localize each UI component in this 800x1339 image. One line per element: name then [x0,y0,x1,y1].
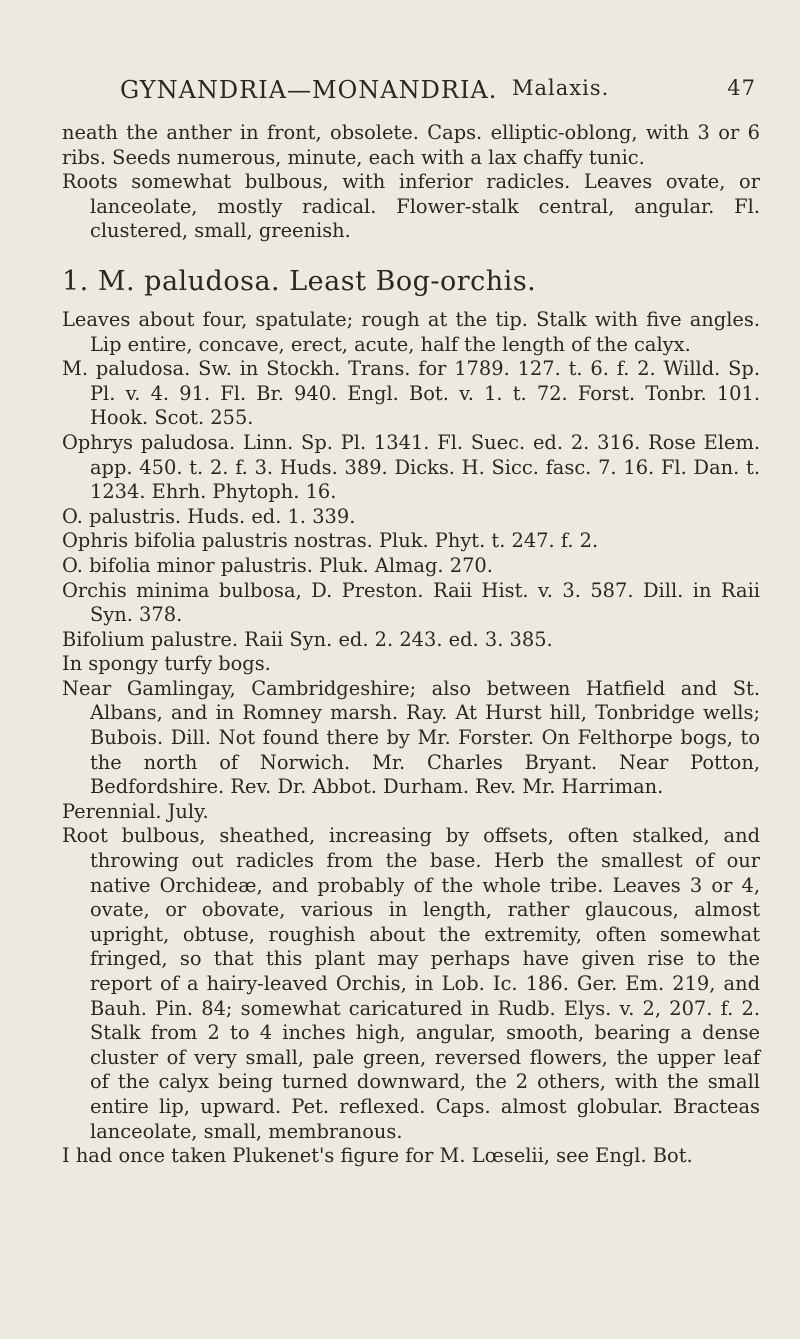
page-number: 47 [727,76,756,100]
synonym-2: Ophrys paludosa. Linn. Sp. Pl. 1341. Fl. Suec. ed. 2. 316. Rose Elem. app. 450. t. 2. f. 3. Huds. 389. Dicks. H. Sicc. fasc. 7. 16. Fl. Dan. t. 1234. Ehrh. Phytoph. 16. [62,430,760,504]
synonym-6: Orchis minima bulbosa, D. Preston. Raii Hist. v. 3. 587. Dill. in Raii Syn. 378. [62,578,760,627]
specific-character: Leaves about four, spatulate; rough at the tip. Stalk with five angles. Lip entire, concave, erect, acute, half the length of the calyx. [62,307,760,356]
duration: Perennial. July. [62,799,209,823]
synonym-3: O. palustris. Huds. ed. 1. 339. [62,504,356,528]
page-body [62,121,760,1169]
habitat: In spongy turfy bogs. [62,652,271,676]
running-title: GYNANDRIA—MONANDRIA. [120,76,498,104]
synonym-5: O. bifolia minor palustris. Pluk. Almag. 270. [62,553,493,577]
plant-description: Root bulbous, sheathed, increasing by offsets, often stalked, and throwing out radicles from the base. Herb the smallest of our native Orchideæ, and probably of the whole tribe. Leaves 3 or 4, ovate, or obovate, various in length, rather glaucous, almost upright, obtuse, roughish about the extremity, often somewhat fringed, so that this plant may perhaps have given rise to the report of a hairy-leaved Orchis, in Lob. Ic. 186. Ger. Em. 219, and Bauh. Pin. 84; somewhat caricatured in Rudb. Elys. v. 2, 207. f. 2. Stalk from 2 to 4 inches high, angular, smooth, bearing a dense cluster of very small, pale green, reversed flowers, the upper leaf of the calyx being turned downward, the 2 others, with the small entire lip, upward. Pet. reflexed. Caps. almost globular. Bracteas lanceolate, small, membranous. [62,824,760,1143]
running-header [120,76,756,106]
closing-note: I had once taken Plukenet's figure for M. Lœselii, see Engl. Bot. [62,1144,693,1168]
species-heading: 1. M. paludosa. Least Bog-orchis. [62,265,537,297]
synonym-1: M. paludosa. Sw. in Stockh. Trans. for 1789. 127. t. 6. f. 2. Willd. Sp. Pl. v. 4. 91. Fl. Br. 940. Engl. Bot. v. 1. t. 72. Forst. Tonbr. 101. Hook. Scot. 255. [62,357,760,430]
genus-description-continued: neath the anther in front, obsolete. Caps. elliptic-oblong, with 3 or 6 ribs. Seeds numerous, minute, each with a lax chaffy tunic. [62,121,760,169]
genus-heading: Malaxis. [512,76,610,100]
genus-habit: Roots somewhat bulbous, with inferior radicles. Leaves ovate, or lanceolate, mostly radical. Flower-stalk central, angular. Fl. clustered, small, greenish. [62,170,760,243]
localities: Near Gamlingay, Cambridgeshire; also between Hatfield and St. Albans, and in Romney marsh. Ray. At Hurst hill, Tonbridge wells; Bubois. Dill. Not found there by Mr. Forster. On Felthorpe bogs, to the north of Norwich. Mr. Charles Bryant. Near Potton, Bedfordshire. Rev. Dr. Abbot. Durham. Rev. Mr. Harriman. [62,676,760,799]
synonym-4: Ophris bifolia palustris nostras. Pluk. Phyt. t. 247. f. 2. [62,529,599,553]
synonym-7: Bifolium palustre. Raii Syn. ed. 2. 243. ed. 3. 385. [62,627,553,651]
